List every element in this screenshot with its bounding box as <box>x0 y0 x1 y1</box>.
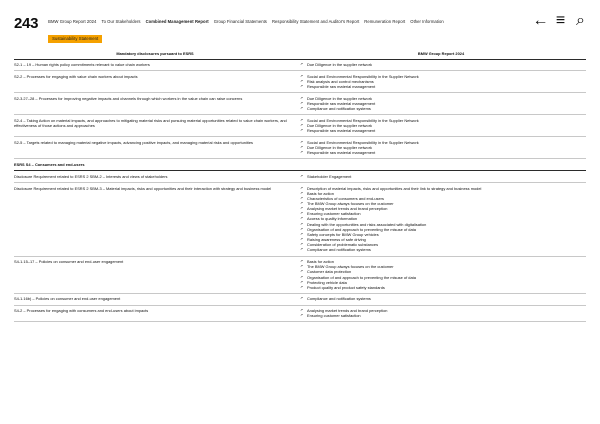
section-title: ESRS S4 – Consumers and end-users <box>14 159 586 171</box>
report-reference-link[interactable]: ↗ Responsible raw material management <box>300 128 582 133</box>
disclosure-table-container <box>0 40 600 322</box>
report-reference-cell <box>300 115 586 137</box>
topbar-icons <box>532 11 586 29</box>
nav-item-combined-management-report[interactable]: Combined Management Report <box>145 19 209 24</box>
table-row <box>14 256 586 293</box>
table-row <box>14 59 586 71</box>
report-reference-cell <box>300 71 586 93</box>
search-icon[interactable]: ⌕ <box>576 11 585 29</box>
report-reference-link[interactable]: ↗ Dealing with the opportunities and risks associated with digitalisation <box>300 222 582 227</box>
page-number: 243 <box>14 15 39 32</box>
table-row <box>14 305 586 322</box>
disclosure-requirement-cell: S4-1.16b) – Policies on consumer and end-user engagement <box>14 293 300 305</box>
disclosure-requirement-cell: S2-3.27–28 – Processes for improving negative impacts and channels through which workers in the value chain can raise concerns <box>14 93 300 115</box>
report-reference-link[interactable]: ↗ Social and Environmental Responsibility in the Supplier Network <box>300 74 582 79</box>
report-reference-link[interactable]: ↗ Stakeholder Engagement <box>300 174 582 179</box>
report-reference-link[interactable]: ↗ Consideration of problematic substances <box>300 242 582 247</box>
report-reference-link[interactable]: ↗ Responsible raw material management <box>300 84 582 89</box>
nav-item-remuneration-report[interactable]: Remuneration Report <box>364 19 406 24</box>
disclosure-requirement-cell: S2-4 – Taking Action on material impacts, and approaches to mitigating material risks and pursuing material opportunities related to value chain workers, and effectiveness of those actions and approaches <box>14 115 300 137</box>
report-reference-link[interactable]: ↗ Compliance and notification systems <box>300 106 582 111</box>
report-reference-cell <box>300 305 586 322</box>
disclosure-requirement-cell: S4-1.15–17 – Policies on consumer and end-user engagement <box>14 256 300 293</box>
report-reference-link[interactable]: ↗ The BMW Group always focuses on the customer <box>300 264 582 269</box>
back-arrow-icon[interactable]: ← <box>532 11 549 29</box>
report-reference-link[interactable]: ↗ Access to quality information <box>300 216 582 221</box>
column-header-right: BMW Group Report 2024 <box>300 48 586 59</box>
report-reference-link[interactable]: ↗ Compliance and notification systems <box>300 296 582 301</box>
report-reference-link[interactable]: ↗ Description of material impacts, risks and opportunities and their link to strategy and business model <box>300 186 582 191</box>
disclosure-requirement-cell: S2-1 – 19 – Human rights policy commitments relevant to value chain workers <box>14 59 300 71</box>
report-reference-link[interactable]: ↗ Protecting vehicle data <box>300 280 582 285</box>
menu-icon[interactable]: ≡ <box>555 11 566 29</box>
report-reference-link[interactable]: ↗ Organisation of and approach to preventing the misuse of data <box>300 275 582 280</box>
report-reference-link[interactable]: ↗ Responsible raw material management <box>300 150 582 155</box>
report-reference-link[interactable]: ↗ Compliance and notification systems <box>300 247 582 252</box>
report-reference-cell <box>300 256 586 293</box>
report-reference-link[interactable]: ↗ The BMW Group always focuses on the customer <box>300 201 582 206</box>
report-reference-link[interactable]: ↗ Social and Environmental Responsibility in the Supplier Network <box>300 140 582 145</box>
disclosure-requirement-cell: Disclosure Requirement related to ESRS 2 SBM-3 – Material impacts, risks and opportunities and their interaction with strategy and business model <box>14 183 300 257</box>
report-reference-cell <box>300 293 586 305</box>
report-reference-link[interactable]: ↗ Analysing market trends and brand perception <box>300 206 582 211</box>
report-reference-link[interactable]: ↗ Organisation of and approach to preventing the misuse of data <box>300 227 582 232</box>
table-row <box>14 93 586 115</box>
nav-subsection-row <box>48 27 529 45</box>
disclosure-requirement-cell: S2-5 – Targets related to managing material negative impacts, advancing positive impacts, and managing material risks and opportunities <box>14 137 300 159</box>
report-reference-link[interactable]: ↗ Due Diligence in the supplier network <box>300 62 582 67</box>
report-reference-link[interactable]: ↗ Due Diligence in the supplier network <box>300 96 582 101</box>
report-reference-link[interactable]: ↗ Due Diligence in the supplier network <box>300 123 582 128</box>
report-reference-link[interactable]: ↗ Basis for action <box>300 259 582 264</box>
report-reference-link[interactable]: ↗ Ensuring customer satisfaction <box>300 211 582 216</box>
nav-badge-sustainability-statement[interactable]: Sustainability Statement <box>48 35 102 43</box>
report-reference-link[interactable]: ↗ Risk analysis and control mechanisms <box>300 79 582 84</box>
table-header-row <box>14 48 586 59</box>
table-row <box>14 71 586 93</box>
esrs-disclosure-table <box>14 48 586 322</box>
table-row <box>14 171 586 183</box>
report-reference-link[interactable]: ↗ Product quality and product safety standards <box>300 285 582 290</box>
nav-item-bmw-group-report[interactable]: BMW Group Report 2024 <box>48 19 97 24</box>
report-reference-link[interactable]: ↗ Raising awareness of safe driving <box>300 237 582 242</box>
document-topbar <box>0 0 600 40</box>
nav-item-other-information[interactable]: Other Information <box>410 19 444 24</box>
report-reference-cell <box>300 59 586 71</box>
report-reference-cell <box>300 93 586 115</box>
report-reference-link[interactable]: ↗ Due Diligence in the supplier network <box>300 145 582 150</box>
disclosure-requirement-cell: Disclosure Requirement related to ESRS 2 SBM-2 – Interests and views of stakeholders <box>14 171 300 183</box>
document-nav <box>48 14 529 45</box>
report-reference-cell <box>300 137 586 159</box>
nav-item-responsibility-statement[interactable]: Responsibility Statement and Auditor's Report <box>271 19 360 24</box>
report-reference-link[interactable]: ↗ Characteristics of consumers and end-users <box>300 196 582 201</box>
report-reference-link[interactable]: ↗ Responsible raw material management <box>300 101 582 106</box>
nav-item-to-our-stakeholders[interactable]: To Our Stakeholders <box>101 19 141 24</box>
table-row <box>14 137 586 159</box>
report-reference-link[interactable]: ↗ Safety concepts for BMW Group vehicles <box>300 232 582 237</box>
disclosure-requirement-cell: S2-2 – Processes for engaging with value chain workers about impacts <box>14 71 300 93</box>
column-header-left: Mandatory disclosures pursuant to ESRS <box>14 48 300 59</box>
report-reference-link[interactable]: ↗ Analysing market trends and brand perception <box>300 308 582 313</box>
table-section-row <box>14 159 586 171</box>
report-reference-link[interactable]: ↗ Basis for action <box>300 191 582 196</box>
nav-item-group-financial-statements[interactable]: Group Financial Statements <box>213 19 267 24</box>
report-reference-link[interactable]: ↗ Social and Environmental Responsibility in the Supplier Network <box>300 118 582 123</box>
table-body <box>14 59 586 322</box>
table-row <box>14 183 586 257</box>
table-row <box>14 293 586 305</box>
report-reference-cell <box>300 171 586 183</box>
report-reference-link[interactable]: ↗ Ensuring customer satisfaction <box>300 313 582 318</box>
disclosure-requirement-cell: S4-2 – Processes for engaging with consumers and end-users about impacts <box>14 305 300 322</box>
table-row <box>14 115 586 137</box>
report-reference-link[interactable]: ↗ Customer data protection <box>300 269 582 274</box>
report-reference-cell <box>300 183 586 257</box>
